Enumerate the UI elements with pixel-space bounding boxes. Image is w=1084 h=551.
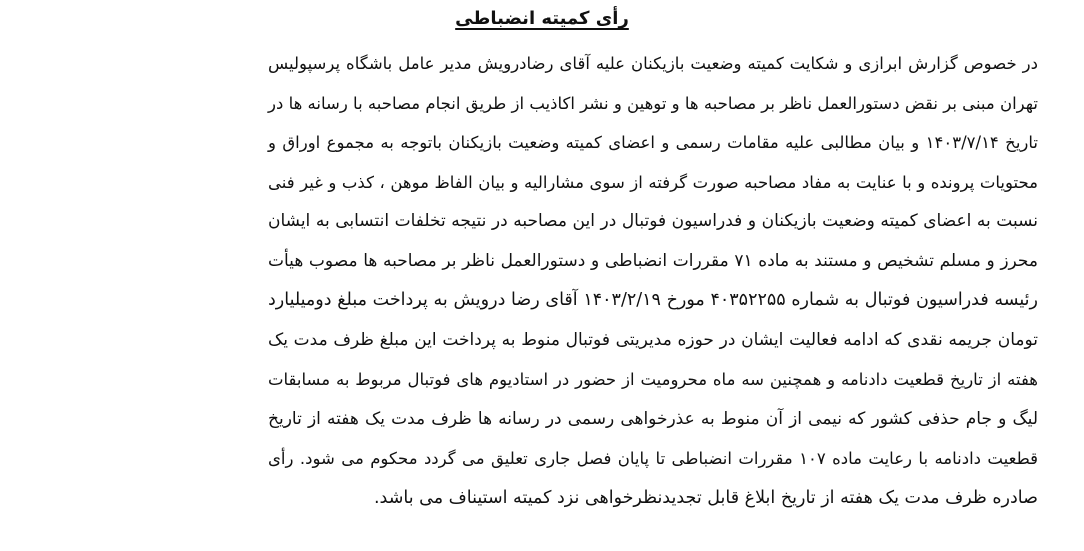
- body-line: تهران مبنی بر نقض دستورالعمل ناظر بر مصاحبه ها و توهین و نشر اکاذیب از طریق انجام مصاحبه با رسانه ها در: [268, 93, 1038, 113]
- body-line-last: صادره ظرف مدت یک هفته از تاریخ ابلاغ قابل تجدیدنظرخواهی نزد کمیته استیناف می باشد.: [373, 487, 1038, 508]
- body-line: تومان جریمه نقدی که ادامه فعالیت ایشان در حوزه مدیریتی فوتبال منوط به پرداخت این مبلغ ظرف مدت یک: [268, 329, 1038, 350]
- document-body: [268, 44, 1038, 518]
- body-line: تاریخ ۱۴۰۳/۷/۱۴ و بیان مطالبی علیه مقامات رسمی و اعضای کمیته وضعیت بازیکنان باتوجه به مجموع اوراق و: [268, 133, 1039, 152]
- body-line: محرز و مسلم تشخیص و مستند به ماده ۷۱ مقررات انضباطی و دستورالعمل ناظر بر مصاحبه ها مصوب هیأت: [268, 250, 1038, 271]
- body-line: رئیسه فدراسیون فوتبال به شماره ۴۰۳۵۲۲۵۵ مورخ ۱۴۰۳/۲/۱۹ آقای رضا درویش به پرداخت مبلغ دومیلیارد: [268, 290, 1039, 310]
- body-line: لیگ و جام حذفی کشور که نیمی از آن منوط به عذرخواهی رسمی در رسانه ها ظرف مدت یک هفته از تاریخ: [268, 408, 1038, 429]
- body-line: محتویات پرونده و با عنایت به مفاد مصاحبه صورت گرفته از سوی مشارالیه و بیان الفاظ موهن ، کذب و غیر فنی: [268, 172, 1038, 192]
- body-line: قطعیت دادنامه با رعایت ماده ۱۰۷ مقررات انضباطی تا پایان فصل جاری تعلیق می گردد محکوم می شود. رأی: [268, 449, 1038, 468]
- body-line: هفته از تاریخ قطعیت دادنامه و همچنین سه ماه محرومیت از حضور در استادیوم های فوتبال مربوط به مسابقات: [268, 370, 1038, 389]
- body-line: نسبت به اعضای کمیته وضعیت بازیکنان و فدراسیون فوتبال در این مصاحبه در نتیجه تخلفات انتسابی به ایشان: [268, 211, 1038, 231]
- document-title: [0, 6, 1084, 32]
- body-line: در خصوص گزارش ابرازی و شکایت کمیته وضعیت بازیکنان علیه آقای رضادرویش مدیر عامل باشگاه پرسپولیس: [268, 54, 1038, 73]
- document-title-text: رأی کمیته انضباطی: [455, 8, 629, 29]
